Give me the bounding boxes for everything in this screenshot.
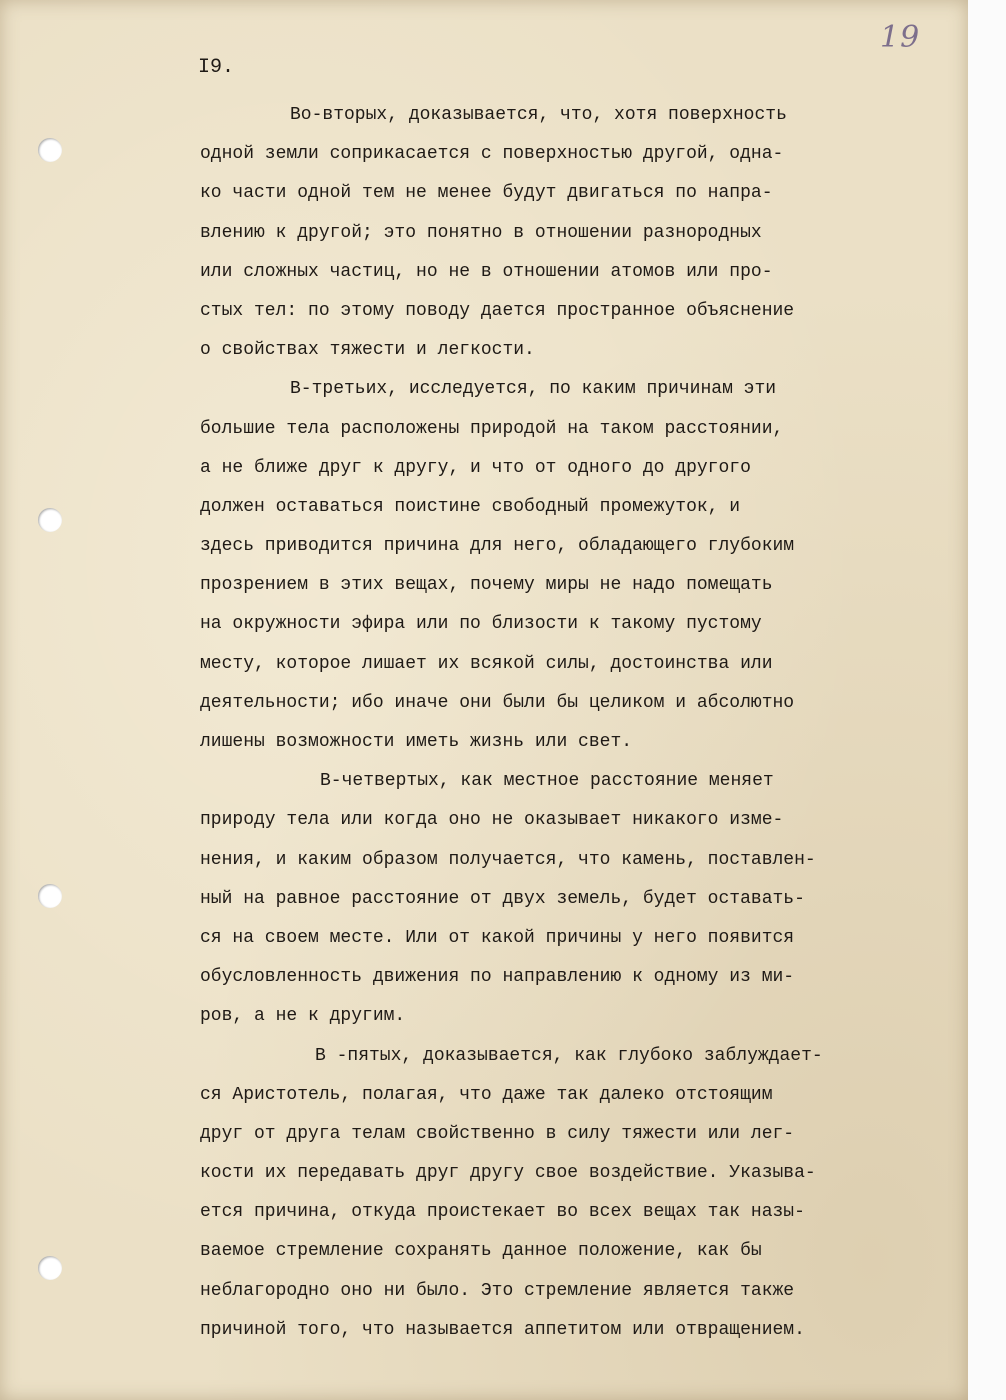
text-line: обусловленность движения по направлению к одному из ми- — [200, 967, 795, 988]
text-line: природу тела или когда оно не оказывает никакого изме- — [200, 810, 784, 831]
text-line: месту, которое лишает их всякой силы, достоинства или — [200, 653, 773, 674]
text-line: одной земли соприкасается с поверхностью другой, одна- — [200, 144, 784, 165]
text-line: ко части одной тем не менее будут двигаться по напра- — [200, 183, 773, 204]
document-body — [200, 96, 950, 1350]
typed-page-number: I9. — [198, 56, 235, 79]
paragraph — [200, 370, 950, 762]
text-line: В-четвертых, как местное расстояние меняет — [320, 771, 774, 792]
text-line: ся на своем месте. Или от какой причины у него появится — [200, 927, 795, 948]
text-line: нения, и каким образом получается, что камень, поставлен- — [200, 849, 816, 870]
text-line: В-третьих, исследуется, по каким причинам эти — [290, 379, 777, 400]
text-line: или сложных частиц, но не в отношении атомов или про- — [200, 261, 773, 282]
text-line: влению к другой; это понятно в отношении разнородных — [200, 222, 762, 243]
text-line: о свойствах тяжести и легкости. — [200, 340, 535, 361]
text-line: ется причина, откуда проистекает во всех вещах так назы- — [200, 1202, 805, 1223]
paragraph — [200, 1037, 950, 1351]
text-line: ров, а не к другим. — [200, 1006, 406, 1027]
text-line: ваемое стремление сохранять данное положение, как бы — [200, 1241, 762, 1262]
binder-hole — [38, 138, 62, 162]
text-line: лишены возможности иметь жизнь или свет. — [200, 732, 633, 752]
text-line: на окружности эфира или по близости к такому пустому — [200, 614, 762, 635]
text-line: В -пятых, доказывается, как глубоко заблуждает- — [315, 1045, 823, 1066]
text-line: стых тел: по этому поводу дается пространное объяснение — [200, 300, 795, 321]
text-line: должен оставаться поистине свободный промежуток, и — [200, 496, 741, 517]
binder-hole — [38, 1256, 62, 1280]
text-line: ный на равное расстояние от двух земель, будет оставать- — [200, 888, 805, 909]
binder-hole — [38, 884, 62, 908]
text-line: Во-вторых, доказывается, что, хотя поверхность — [290, 105, 787, 125]
handwritten-page-number: 19 — [880, 20, 921, 55]
text-line: большие тела расположены природой на таком расстоянии, — [200, 418, 784, 439]
paragraph — [200, 96, 950, 370]
text-line: деятельности; ибо иначе они были бы целиком и абсолютно — [200, 692, 795, 713]
scan-margin — [968, 0, 1006, 1400]
text-line: ся Аристотель, полагая, что даже так далеко отстоящим — [200, 1084, 773, 1105]
text-line: прозрением в этих вещах, почему миры не надо помещать — [200, 575, 773, 596]
text-line: а не ближе друг к другу, и что от одного до другого — [200, 457, 751, 478]
paragraph — [200, 762, 950, 1036]
text-line: причиной того, что называется аппетитом или отвращением. — [200, 1319, 805, 1340]
text-line: здесь приводится причина для него, обладающего глубоким — [200, 536, 795, 557]
text-line: неблагородно оно ни было. Это стремление является также — [200, 1280, 795, 1301]
binder-hole — [38, 508, 62, 532]
text-line: кости их передавать друг другу свое воздействие. Указыва- — [200, 1163, 816, 1184]
text-line: друг от друга телам свойственно в силу тяжести или лег- — [200, 1123, 795, 1144]
